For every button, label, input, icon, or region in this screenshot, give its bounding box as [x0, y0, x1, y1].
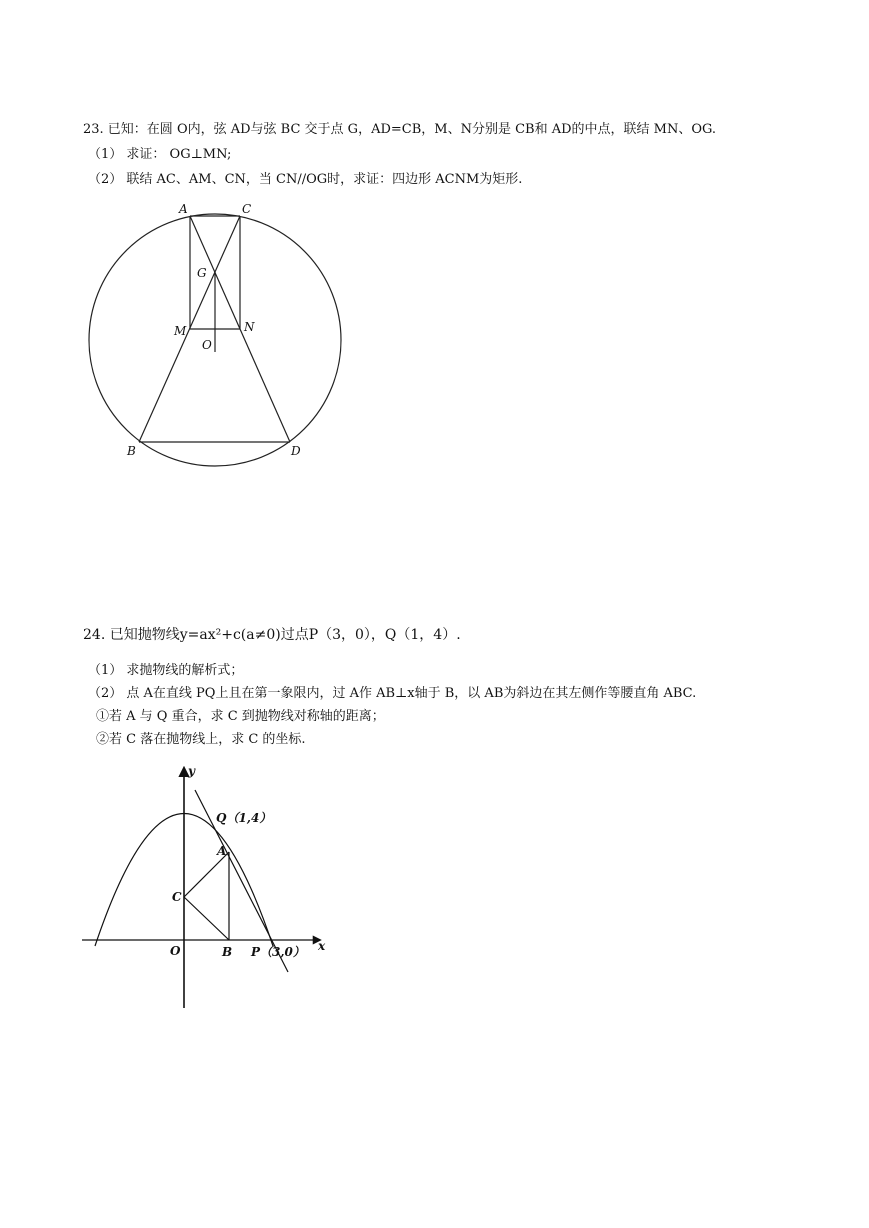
label-d: D: [291, 444, 301, 458]
q23-part2: （2） 联结 AC、AM、CN，当 CN//OG时，求证：四边形 ACNM为矩形.: [88, 172, 523, 187]
label-c: C: [172, 890, 182, 904]
label-g: G: [197, 266, 207, 280]
label-x: x: [318, 939, 326, 953]
segment-cb: [184, 897, 229, 940]
segment-ac: [184, 852, 229, 897]
label-o: O: [202, 338, 212, 352]
q23-figure: [80, 195, 360, 475]
q24-figure: [75, 760, 355, 1015]
q23-part1: （1） 求证： OG⊥MN;: [88, 147, 232, 162]
label-a: A: [217, 844, 227, 858]
label-o: O: [170, 944, 181, 958]
label-p: P（3,0）: [251, 945, 305, 959]
label-q: Q（1,4）: [216, 811, 272, 825]
label-b: B: [222, 945, 233, 959]
label-b: B: [127, 444, 136, 458]
label-c: C: [242, 202, 252, 216]
q24-sub1: ①若 A 与 Q 重合，求 C 到抛物线对称轴的距离；: [96, 709, 385, 724]
label-m: M: [174, 324, 187, 338]
label-a: A: [179, 202, 188, 216]
q23-stem: 23. 已知：在圆 O内，弦 AD与弦 BC 交于点 G，AD=CB，M、N分别是 CB和 AD的中点，联结 MN、OG.: [83, 122, 717, 137]
q24-part1: （1） 求抛物线的解析式；: [88, 663, 244, 678]
q24-part2: （2） 点 A在直线 PQ上且在第一象限内，过 A作 AB⊥x轴于 B，以 AB为斜边在其左侧作等腰直角 ABC.: [88, 686, 697, 701]
label-n: N: [244, 320, 255, 334]
q24-sub2: ②若 C 落在抛物线上，求 C 的坐标.: [96, 732, 306, 747]
q24-stem: 24. 已知抛物线y=ax²+c(a≠0)过点P（3，0），Q（1，4）.: [83, 627, 461, 643]
label-y: y: [188, 764, 195, 778]
